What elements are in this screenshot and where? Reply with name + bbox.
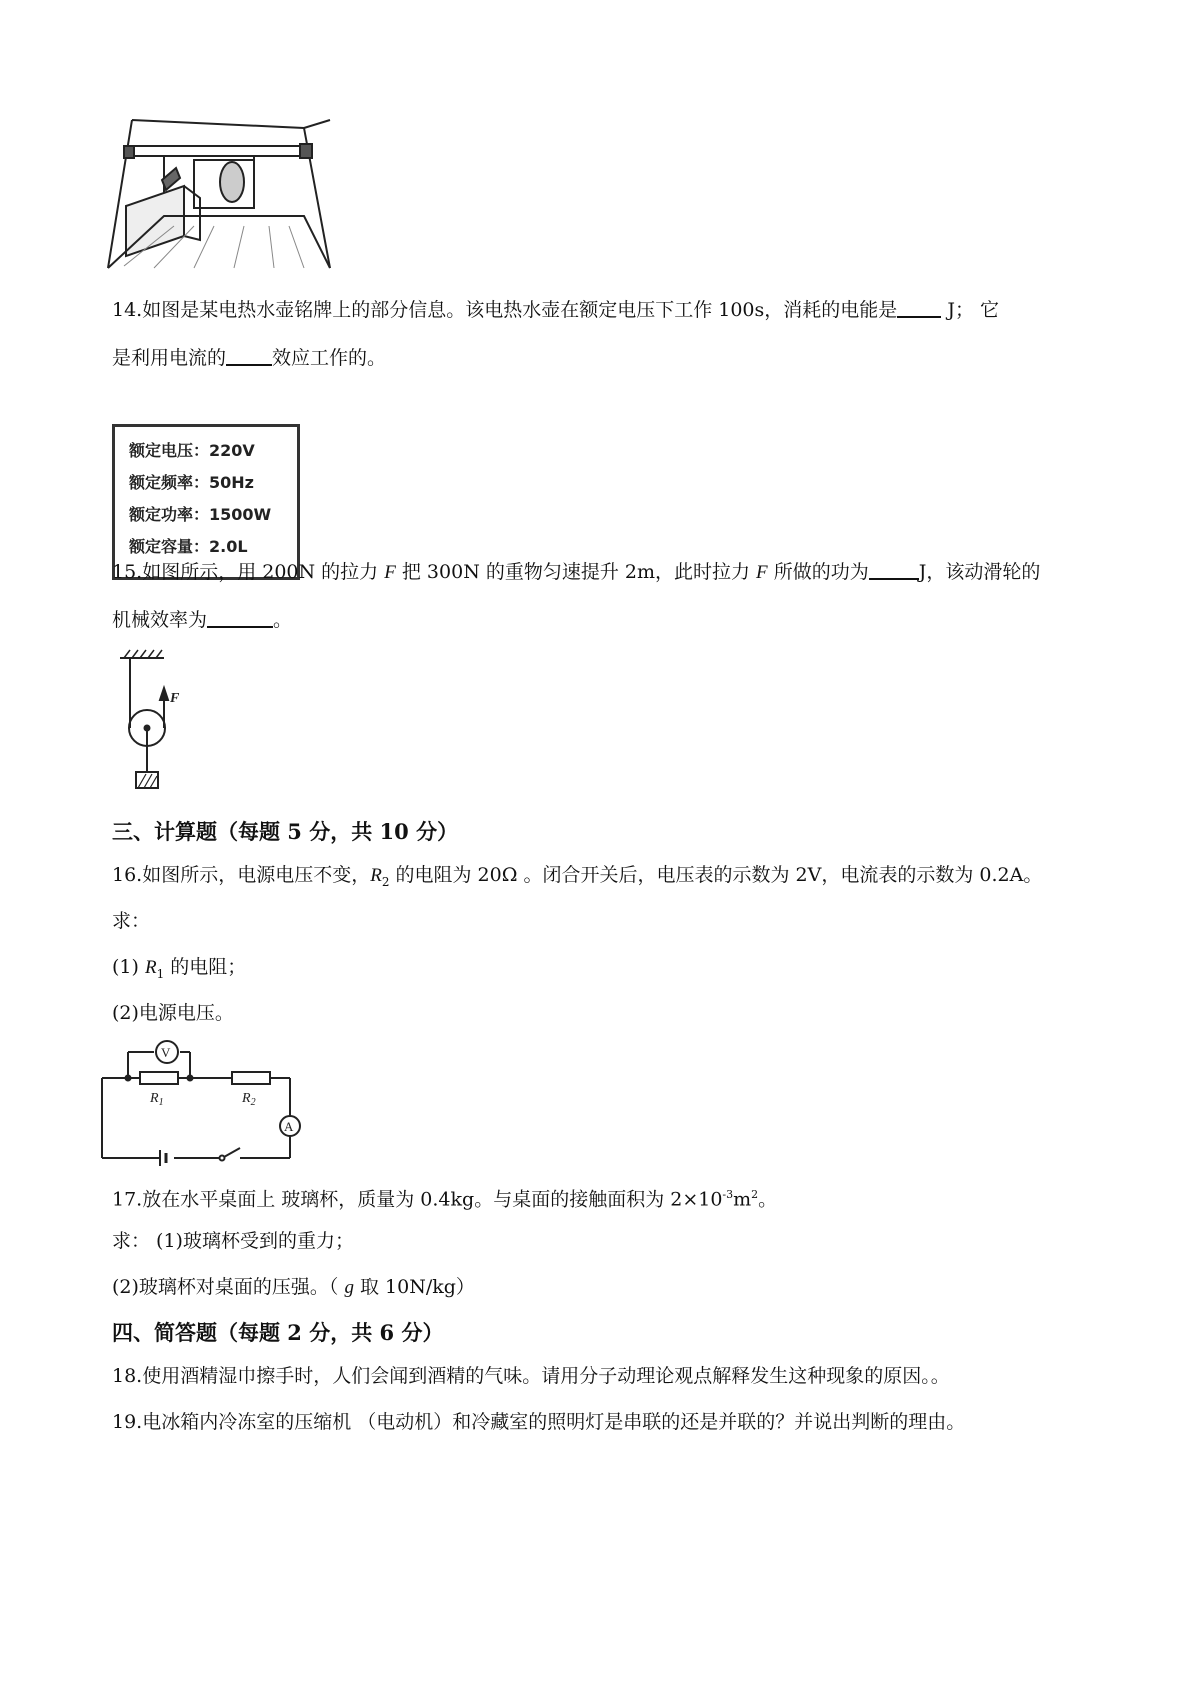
q19-text: 19.电冰箱内冷冻室的压缩机 （电动机）和冷藏室的照明灯是串联的还是并联的？并说出判断的理由。 xyxy=(112,1411,966,1433)
q16-item-1-num: (1) xyxy=(112,956,145,978)
q15-text-2: 机械效率为 xyxy=(112,609,208,631)
r1-label xyxy=(149,1091,164,1108)
nameplate-row: 额定频率：50Hz xyxy=(129,473,254,492)
q17-line-2: 求： (1)玻璃杯受到的重力； xyxy=(112,1230,354,1252)
q15-answer-blank-efficiency[interactable] xyxy=(207,606,273,628)
q16-item-1-text: 的电阻； xyxy=(164,956,247,978)
kettle-nameplate xyxy=(112,424,300,580)
nameplate-row: 额定容量：2.0L xyxy=(129,537,248,556)
q17-line-3 xyxy=(112,1273,475,1302)
r1-variable: R xyxy=(144,957,157,978)
q15-text-a: 15.如图所示，用 200N 的拉力 xyxy=(112,561,385,583)
section-4-heading: 四、简答题（每题 2 分，共 6 分） xyxy=(112,1320,444,1345)
q14-line-2 xyxy=(112,344,386,372)
q15-line-1 xyxy=(112,558,1040,587)
q17-line-1 xyxy=(112,1181,777,1213)
q17-text-3: (2)玻璃杯对桌面的压强。（ xyxy=(112,1276,345,1298)
q16-item-1 xyxy=(112,953,246,988)
r2-variable: R xyxy=(370,865,382,886)
r1-subscript: 1 xyxy=(156,966,165,981)
q16-line-2: 求： xyxy=(112,910,151,932)
r2-label xyxy=(241,1091,256,1108)
q17-text-3-end: 取 10N/kg） xyxy=(353,1276,475,1298)
q15-answer-blank-work[interactable] xyxy=(869,558,919,580)
r2-label-sub: 2 xyxy=(250,1097,256,1108)
q14-text-2-end: 效应工作的。 xyxy=(272,347,387,369)
r1-label-var: R xyxy=(150,1091,159,1106)
circuit-diagram xyxy=(100,1036,310,1168)
q16-item-2: (2)电源电压。 xyxy=(112,1002,234,1024)
q17-exponent: -3 xyxy=(722,1188,734,1201)
voltmeter-label: V xyxy=(161,1045,171,1060)
section-3-heading: 三、计算题（每题 5 分，共 10 分） xyxy=(112,819,459,844)
q16-text-b: 的电阻为 20Ω 。闭合开关后，电压表的示数为 2V，电流表的示数为 0.2A。 xyxy=(389,864,1043,886)
pulley-force-label: F xyxy=(170,691,180,706)
q14-text-2: 是利用电流的 xyxy=(112,347,227,369)
r1-label-sub: 1 xyxy=(158,1097,164,1108)
gravity-variable: g xyxy=(344,1277,354,1298)
q17-text: 17.放在水平桌面上 玻璃杯，质量为 0.4kg。与桌面的接触面积为 2×10 xyxy=(112,1188,723,1211)
q14-answer-blank-effect[interactable] xyxy=(226,344,272,366)
q14-line-1 xyxy=(112,296,999,324)
q15-line-2 xyxy=(112,606,292,634)
r2-label-var: R xyxy=(242,1091,251,1106)
q15-text-c: 所做的功为 xyxy=(767,561,869,583)
nameplate-row: 额定电压：220V xyxy=(129,441,255,460)
pulley-figure xyxy=(116,648,206,798)
room-sketch-figure xyxy=(104,116,336,276)
force-variable: F xyxy=(384,562,396,583)
q15-text-d: J，该动滑轮的 xyxy=(918,561,1041,583)
ammeter-label: A xyxy=(284,1119,294,1134)
q15-text-b: 把 300N 的重物匀速提升 2m，此时拉力 xyxy=(395,561,757,583)
q15-text-2-end: 。 xyxy=(273,609,293,631)
q17-unit: m xyxy=(733,1188,752,1211)
q16-line-1 xyxy=(112,861,1042,896)
q17-unit-exponent: 2 xyxy=(751,1188,759,1201)
force-variable: F xyxy=(756,562,768,583)
q16-text-a: 16.如图所示，电源电压不变， xyxy=(112,864,371,886)
r2-subscript: 2 xyxy=(381,874,390,889)
q14-text: 14.如图是某电热水壶铭牌上的部分信息。该电热水壶在额定电压下工作 100s，消耗的电能是 xyxy=(112,299,898,321)
q17-text-end: 。 xyxy=(758,1188,778,1211)
q14-answer-blank-energy[interactable] xyxy=(897,296,941,318)
q14-text-end: J； 它 xyxy=(947,299,999,321)
nameplate-row: 额定功率：1500W xyxy=(129,505,272,524)
q18-text: 18.使用酒精湿巾擦手时，人们会闻到酒精的气味。请用分子动理论观点解释发生这种现象的原因。。 xyxy=(112,1365,950,1387)
